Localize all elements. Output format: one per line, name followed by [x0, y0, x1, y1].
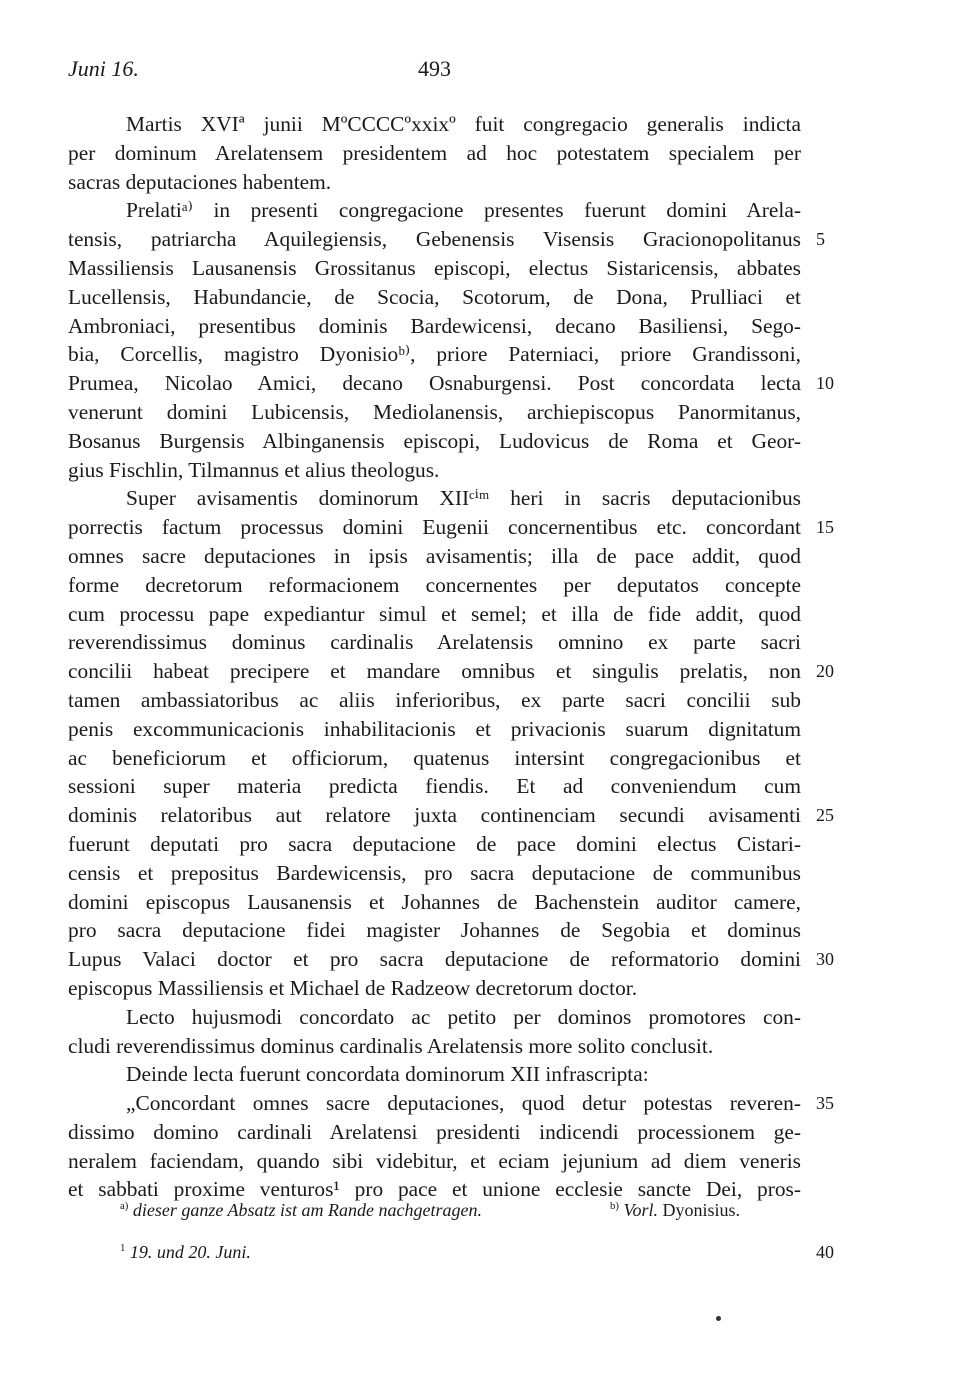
text-line: [68, 312, 801, 341]
text-line: [68, 513, 834, 542]
text-line: [68, 139, 801, 168]
footnote-b-text: Dyonisius.: [662, 1200, 741, 1220]
text-line-content: censis et prepositus Bardewicensis, pro sacra deputacione de communibus: [68, 860, 801, 885]
text-line-content: gius Fischlin, Tilmannus et alius theologus.: [68, 457, 440, 482]
text-line-content: dominis relatoribus aut relatore juxta continenciam secundi avisamenti: [68, 803, 801, 828]
text-line: [68, 254, 801, 283]
text-line-content: cum processu pape expediantur simul et semel; et illa de fide addit, quod: [68, 601, 801, 626]
ink-dot: [716, 1316, 721, 1321]
footnote-b-label: Vorl.: [623, 1200, 659, 1220]
text-line: [68, 283, 801, 312]
footnote-row-letters: [68, 1196, 848, 1238]
text-line-content: venerunt domini Lubicensis, Mediolanensis, archiepiscopus Panormitanus,: [68, 399, 801, 424]
text-line: [68, 916, 801, 945]
footnote-a-mark: a): [120, 1200, 129, 1212]
text-line-content: per dominum Arelatensem presidentem ad hoc potestatem specialem per: [68, 140, 801, 165]
text-line: [68, 657, 834, 686]
text-line: [68, 427, 801, 456]
text-line-content: et sabbati proxime venturos¹ pro pace et unione ecclesie sancte Dei, pros-: [68, 1177, 801, 1202]
text-line-content: bia, Corcellis, magistro Dyonisioᵇ⁾, priore Paterniaci, priore Grandissoni,: [68, 342, 801, 367]
text-line: [68, 225, 825, 254]
text-line: [68, 1060, 801, 1089]
text-line-content: tensis, patriarcha Aquilegiensis, Gebenensis Visensis Gracionopolitanus: [68, 227, 801, 252]
text-line-content: pro sacra deputacione fidei magister Johannes de Segobia et dominus: [68, 918, 801, 943]
text-line-content: omnes sacre deputaciones in ipsis avisamentis; illa de pace addit, quod: [68, 543, 801, 568]
text-line: [68, 772, 801, 801]
text-line-content: dissimo domino cardinali Arelatensi presidenti indicendi processionem ge-: [68, 1119, 801, 1144]
main-text: [68, 110, 834, 1204]
text-line: [68, 1003, 801, 1032]
text-line-content: sessioni super materia predicta fiendis. Et ad conveniendum cum: [68, 774, 801, 799]
text-line-content: cludi reverendissimus dominus cardinalis Arelatensis more solito conclusit.: [68, 1033, 714, 1058]
footnote-1: [120, 1238, 251, 1266]
text-line: [68, 484, 801, 513]
line-number: 15: [816, 517, 834, 538]
text-line-content: Super avisamentis dominorum XIIᶜⁱᵐ heri in sacris deputacionibus: [126, 486, 801, 511]
line-number: 40: [816, 1242, 834, 1262]
text-line: [68, 340, 801, 369]
text-line: [68, 398, 801, 427]
text-line-content: episcopus Massiliensis et Michael de Radzeow decretorum doctor.: [68, 975, 638, 1000]
text-line-content: ac beneficiorum et officiorum, quatenus intersint congregacionibus et: [68, 745, 801, 770]
footnote-1-text: 19. und 20. Juni.: [129, 1242, 251, 1262]
line-number: 35: [816, 1093, 834, 1114]
text-line-content: reverendissimus dominus cardinalis Arelatensis omnino ex parte sacri: [68, 630, 801, 655]
text-line-content: penis excommunicacionis inhabilitacionis et privacionis suarum dignitatum: [68, 716, 801, 741]
text-line-content: Ambroniaci, presentibus dominis Bardewicensi, decano Basiliensi, Sego-: [68, 313, 801, 338]
text-line: [68, 1089, 834, 1118]
text-line: [68, 571, 801, 600]
text-line-content: sacras deputaciones habentem.: [68, 169, 332, 194]
text-line-content: Massiliensis Lausanensis Grossitanus episcopi, electus Sistaricensis, abbates: [68, 255, 801, 280]
text-line: [68, 456, 801, 485]
footnote-row-numbers: [68, 1238, 848, 1280]
footnote-a-text: dieser ganze Absatz ist am Rande nachgetragen.: [132, 1200, 483, 1220]
footnotes: [68, 1196, 848, 1280]
text-line-content: neralem faciendam, quando sibi videbitur, et eciam jejunium ad diem veneris: [68, 1148, 801, 1173]
line-number: 10: [816, 373, 834, 394]
text-line: [68, 1147, 801, 1176]
footnote-b-mark: b): [610, 1200, 619, 1212]
line-number: 20: [816, 661, 834, 682]
text-line: [68, 600, 801, 629]
text-line: [68, 945, 834, 974]
text-line: [68, 1032, 801, 1061]
text-line: [68, 369, 834, 398]
text-line: [68, 542, 801, 571]
text-line-content: „Concordant omnes sacre deputaciones, quod detur potestas reveren-: [126, 1091, 801, 1116]
page-number: 493: [418, 56, 451, 81]
text-line: [68, 628, 801, 657]
line-number: 5: [816, 229, 825, 250]
text-line: [68, 686, 801, 715]
text-line-content: Bosanus Burgensis Albinganensis episcopi, Ludovicus de Roma et Geor-: [68, 428, 801, 453]
text-line: [68, 888, 801, 917]
text-line: [68, 715, 801, 744]
text-line: [68, 744, 801, 773]
text-line-content: concilii habeat precipere et mandare omnibus et singulis prelatis, non: [68, 659, 801, 684]
text-line: [68, 974, 801, 1003]
footnote-b: [610, 1196, 740, 1224]
text-line: [68, 168, 801, 197]
running-head: Juni 16.: [68, 56, 139, 81]
line-number: 25: [816, 805, 834, 826]
text-line-content: Lucellensis, Habundancie, de Scocia, Scotorum, de Dona, Prulliaci et: [68, 284, 801, 309]
text-line: [68, 196, 801, 225]
text-line-content: Prelatiᵃ⁾ in presenti congregacione presentes fuerunt domini Arela-: [126, 198, 801, 223]
text-line: [68, 830, 801, 859]
text-line-content: fuerunt deputati pro sacra deputacione de pace domini electus Cistari-: [68, 831, 801, 856]
text-line: [68, 110, 801, 139]
text-line: [68, 1118, 801, 1147]
footnote-a: [120, 1196, 482, 1224]
text-line-content: porrectis factum processus domini Eugenii concernentibus etc. concordant: [68, 515, 801, 540]
text-line-content: Martis XVIª junii MºCCCCºxxixº fuit congregacio generalis indicta: [126, 112, 801, 136]
text-line-content: Deinde lecta fuerunt concordata dominorum XII infrascripta:: [126, 1062, 649, 1087]
text-line-content: Lupus Valaci doctor et pro sacra deputacione de reformatorio domini: [68, 947, 801, 972]
footnote-1-mark: 1: [120, 1242, 126, 1254]
text-line-content: Lecto hujusmodi concordato ac petito per dominos promotores con-: [126, 1004, 801, 1029]
text-line: [68, 801, 834, 830]
text-line-content: Prumea, Nicolao Amici, decano Osnaburgensi. Post concordata lecta: [68, 371, 801, 396]
text-line: [68, 859, 801, 888]
text-line-content: tamen ambassiatoribus ac aliis inferioribus, ex parte sacri concilii sub: [68, 687, 801, 712]
line-number: 30: [816, 949, 834, 970]
text-line-content: domini episcopus Lausanensis et Johannes de Bachenstein auditor camere,: [68, 889, 801, 914]
text-line-content: forme decretorum reformacionem concernentes per deputatos concepte: [68, 572, 801, 597]
